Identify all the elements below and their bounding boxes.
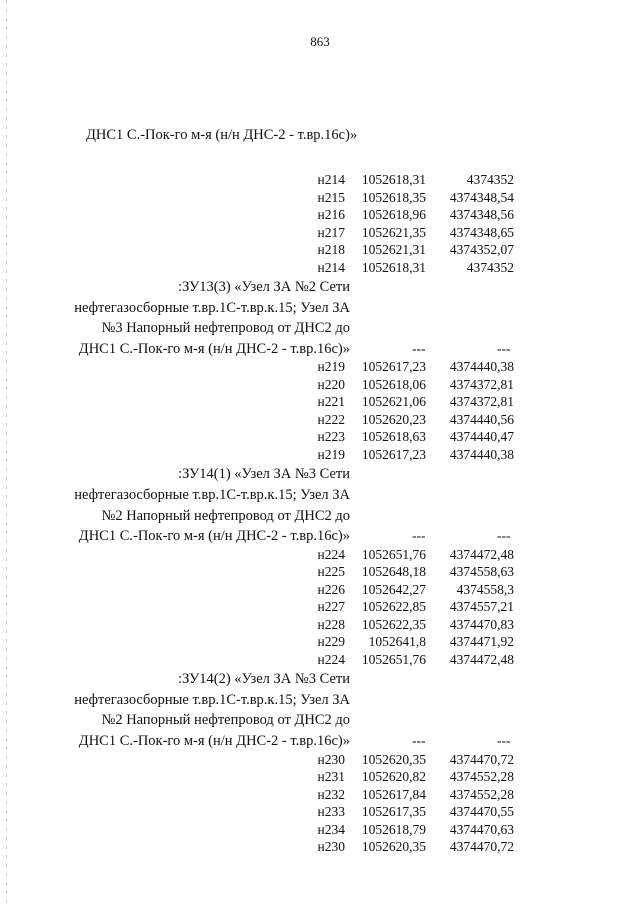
x-coordinate: 1052651,76 <box>361 651 426 667</box>
y-coordinate: 4374557,21 <box>449 599 514 615</box>
x-coordinate: 1052641,8 <box>368 634 426 650</box>
block-title-line <box>0 318 350 339</box>
x-coordinate: 1052618,31 <box>361 259 426 275</box>
block-title-text: №2 Напорный нефтепровод от ДНС2 до <box>101 712 350 729</box>
point-id: н234 <box>317 821 345 837</box>
point-id: н214 <box>317 259 345 275</box>
table-row <box>0 412 640 430</box>
point-id: н227 <box>317 599 345 615</box>
block-title-line <box>0 731 640 752</box>
y-coordinate: 4374472,48 <box>449 546 514 562</box>
block-title-text: ДНС1 С.-Пок-го м-я (н/н ДНС-2 - т.вр.16с)» <box>78 733 350 750</box>
x-coordinate: 1052620,35 <box>361 751 426 767</box>
table-row <box>0 787 640 805</box>
table-row <box>0 207 640 225</box>
y-coordinate: 4374470,83 <box>449 616 514 632</box>
y-coordinate: 4374470,55 <box>449 804 514 820</box>
x-coordinate: 1052620,23 <box>361 411 426 427</box>
point-id: н233 <box>317 804 345 820</box>
empty-x-dash: --- <box>412 733 426 749</box>
point-id: н223 <box>317 429 345 445</box>
block-title-text: :ЗУ14(1) «Узел ЗА №3 Сети <box>178 466 350 483</box>
block-title-line <box>0 298 350 319</box>
block-title-line <box>0 506 350 527</box>
x-coordinate: 1052618,79 <box>361 821 426 837</box>
x-coordinate: 1052642,27 <box>361 581 426 597</box>
intro-text: ДНС1 С.-Пок-го м-я (н/н ДНС-2 - т.вр.16с)» <box>86 127 358 143</box>
x-coordinate: 1052651,76 <box>361 546 426 562</box>
y-coordinate: 4374440,56 <box>449 411 514 427</box>
block-title-line <box>0 669 350 690</box>
y-coordinate: 4374558,63 <box>449 564 514 580</box>
x-coordinate: 1052620,35 <box>361 839 426 855</box>
point-id: н219 <box>317 446 345 462</box>
table-row <box>0 429 640 447</box>
table-row <box>0 652 640 670</box>
table-row <box>0 225 640 243</box>
table-row <box>0 447 640 465</box>
y-coordinate: 4374470,72 <box>449 751 514 767</box>
table-row <box>0 599 640 617</box>
x-coordinate: 1052618,96 <box>361 207 426 222</box>
x-coordinate: 1052621,31 <box>361 242 426 257</box>
block-title-text: ДНС1 С.-Пок-го м-я (н/н ДНС-2 - т.вр.16с)» <box>78 340 350 357</box>
y-coordinate: 4374440,38 <box>449 359 514 375</box>
x-coordinate: 1052617,23 <box>361 446 426 462</box>
page-number: 863 <box>310 34 330 49</box>
y-coordinate: 4374372,81 <box>449 376 514 392</box>
block-title-line <box>0 277 350 298</box>
block-title-text: нефтегазосборные т.вр.1С-т.вр.к.15; Узел ЗА <box>74 299 350 316</box>
point-id: н216 <box>317 207 345 222</box>
block-title-text: :ЗУ14(2) «Узел ЗА №3 Сети <box>178 671 350 688</box>
point-id: н230 <box>317 751 345 767</box>
coordinate-block <box>0 172 640 277</box>
point-id: н232 <box>317 786 345 802</box>
x-coordinate: 1052620,82 <box>361 769 426 785</box>
y-coordinate: 4374348,54 <box>449 189 514 205</box>
table-row <box>0 822 640 840</box>
point-id: н225 <box>317 564 345 580</box>
x-coordinate: 1052617,23 <box>361 359 426 375</box>
x-coordinate: 1052622,85 <box>361 599 426 615</box>
block-title-text: :ЗУ13(3) «Узел ЗА №2 Сети <box>178 279 350 295</box>
block-title-text: №3 Напорный нефтепровод от ДНС2 до <box>101 320 350 337</box>
table-row <box>0 172 640 190</box>
coordinate-block <box>0 669 640 856</box>
table-row <box>0 359 640 377</box>
y-coordinate: 4374372,81 <box>449 394 514 410</box>
point-id: н215 <box>317 189 345 205</box>
x-coordinate: 1052621,35 <box>361 224 426 240</box>
y-coordinate: 4374348,56 <box>449 207 514 222</box>
point-id: н219 <box>317 359 345 375</box>
point-id: н231 <box>317 769 345 785</box>
table-row <box>0 547 640 565</box>
empty-x-dash: --- <box>412 528 426 544</box>
table-row <box>0 377 640 395</box>
point-id: н222 <box>317 411 345 427</box>
y-coordinate: 4374440,38 <box>449 446 514 462</box>
empty-x-dash: --- <box>412 340 426 356</box>
point-id: н230 <box>317 839 345 855</box>
table-row <box>0 839 640 857</box>
table-row <box>0 634 640 652</box>
table-row <box>0 564 640 582</box>
block-title-line <box>0 690 350 711</box>
point-id: н218 <box>317 242 345 257</box>
empty-y-dash: --- <box>497 733 511 749</box>
empty-y-dash: --- <box>497 340 511 356</box>
y-coordinate: 4374352 <box>466 172 514 187</box>
y-coordinate: 4374352 <box>466 259 514 275</box>
x-coordinate: 1052621,06 <box>361 394 426 410</box>
y-coordinate: 4374352,07 <box>449 242 514 257</box>
point-id: н224 <box>317 546 345 562</box>
point-id: н224 <box>317 651 345 667</box>
x-coordinate: 1052617,84 <box>361 786 426 802</box>
y-coordinate: 4374472,48 <box>449 651 514 667</box>
x-coordinate: 1052622,35 <box>361 616 426 632</box>
point-id: н226 <box>317 581 345 597</box>
table-row <box>0 617 640 635</box>
block-title-line <box>0 485 350 506</box>
x-coordinate: 1052618,63 <box>361 429 426 445</box>
table-row <box>0 260 640 278</box>
block-title-text: нефтегазосборные т.вр.1С-т.вр.к.15; Узел ЗА <box>74 486 350 503</box>
coordinate-block <box>0 277 640 464</box>
block-title-line <box>0 464 350 485</box>
coordinates-table <box>0 172 640 857</box>
point-id: н229 <box>317 634 345 650</box>
table-row <box>0 190 640 208</box>
block-title-text: №2 Напорный нефтепровод от ДНС2 до <box>101 507 350 524</box>
table-row <box>0 804 640 822</box>
block-title-text: нефтегазосборные т.вр.1С-т.вр.к.15; Узел ЗА <box>74 691 350 708</box>
table-row <box>0 752 640 770</box>
x-coordinate: 1052618,31 <box>361 172 426 187</box>
point-id: н220 <box>317 376 345 392</box>
x-coordinate: 1052618,06 <box>361 376 426 392</box>
x-coordinate: 1052618,35 <box>361 189 426 205</box>
block-title-line <box>0 710 350 731</box>
y-coordinate: 4374470,63 <box>449 821 514 837</box>
table-row <box>0 582 640 600</box>
empty-y-dash: --- <box>497 528 511 544</box>
block-title-line <box>0 526 640 547</box>
x-coordinate: 1052617,35 <box>361 804 426 820</box>
table-row <box>0 769 640 787</box>
point-id: н214 <box>317 172 345 187</box>
block-title-text: ДНС1 С.-Пок-го м-я (н/н ДНС-2 - т.вр.16с)» <box>78 528 350 545</box>
y-coordinate: 4374440,47 <box>449 429 514 445</box>
x-coordinate: 1052648,18 <box>361 564 426 580</box>
block-title-line <box>0 339 640 360</box>
point-id: н221 <box>317 394 345 410</box>
y-coordinate: 4374471,92 <box>449 634 514 650</box>
y-coordinate: 4374348,65 <box>449 224 514 240</box>
point-id: н228 <box>317 616 345 632</box>
coordinate-block <box>0 464 640 669</box>
y-coordinate: 4374558,3 <box>456 581 514 597</box>
table-row <box>0 394 640 412</box>
y-coordinate: 4374552,28 <box>449 769 514 785</box>
y-coordinate: 4374552,28 <box>449 786 514 802</box>
table-row <box>0 242 640 260</box>
y-coordinate: 4374470,72 <box>449 839 514 855</box>
point-id: н217 <box>317 224 345 240</box>
